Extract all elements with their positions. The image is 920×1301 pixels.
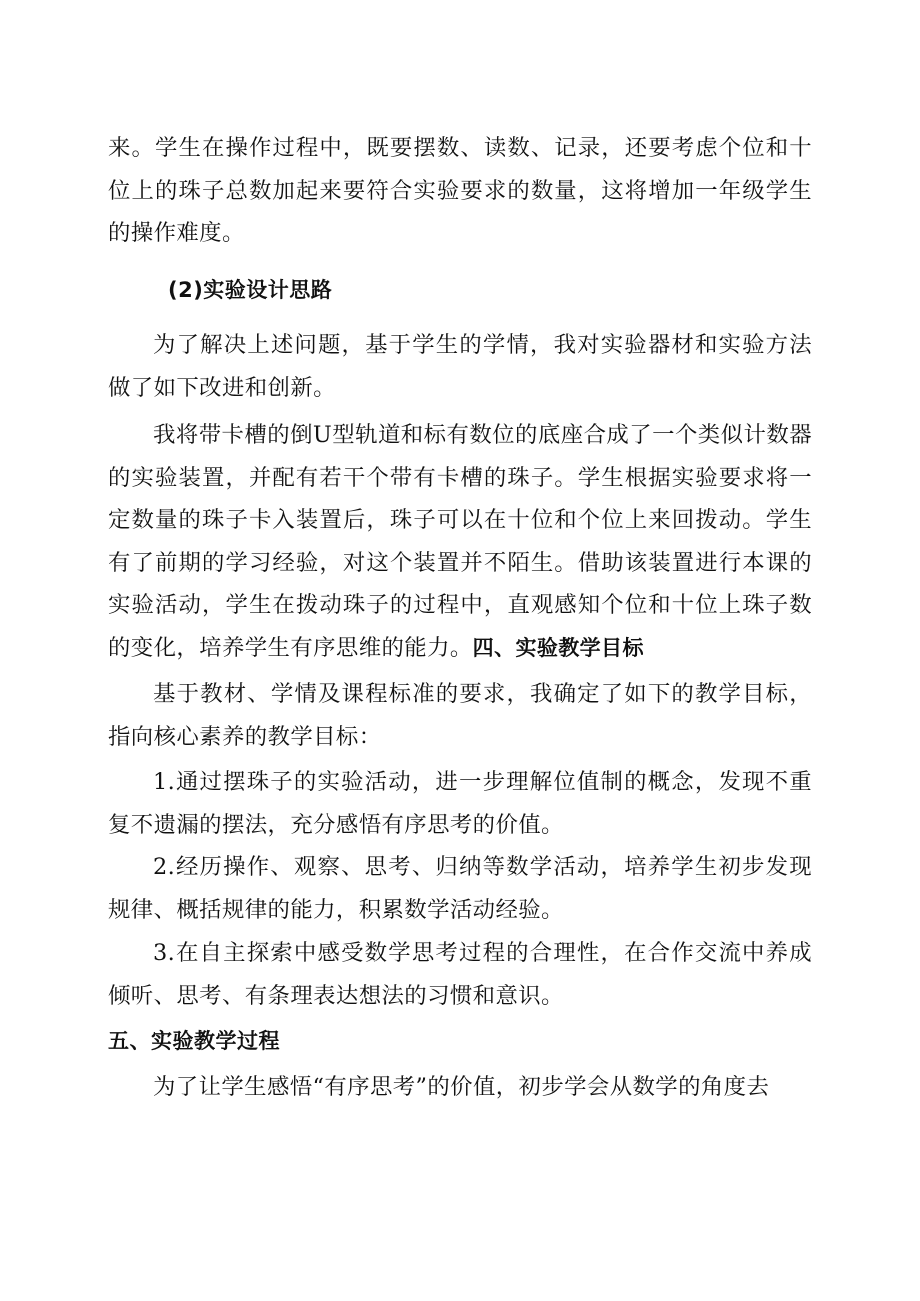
section-heading-objectives: 四、实验教学目标 <box>472 635 644 660</box>
paragraph-objectives-intro: 基于教材、学情及课程标准的要求，我确定了如下的教学目标，指向核心素养的教学目标： <box>108 681 812 750</box>
device-description-text: 我将带卡槽的倒U型轨道和标有数位的底座合成了一个类似计数器的实验装置，并配有若干个带有卡槽的珠子。学生根据实验要求将一定数量的珠子卡入装置后，珠子可以在十位和个位上来回拨动。学生有了前期的学习经验，对这个装置并不陌生。借助该装置进行本课的实验活动，学生在拨动珠子的过程中，直观感知个位和十位上珠子数的变化，培养学生有序思维的能力。 <box>108 422 812 661</box>
section-heading-design-idea: (2)实验设计思路 <box>168 278 333 302</box>
paragraph-process-intro: 为了让学生感悟“有序思考”的价值，初步学会从数学的角度去 <box>153 1074 770 1100</box>
paragraph-problem-solution: 为了解决上述问题，基于学生的学情，我对实验器材和实验方法做了如下改进和创新。 <box>108 332 812 401</box>
paragraph-device-description <box>108 414 812 669</box>
section-heading-process: 五、实验教学过程 <box>108 1029 280 1053</box>
objective-item-2: 2.经历操作、观察、思考、归纳等数学活动，培养学生初步发现规律、概括规律的能力，积累数学活动经验。 <box>108 854 812 923</box>
objective-item-1: 1.通过摆珠子的实验活动，进一步理解位值制的概念，发现不重复不遗漏的摆法，充分感悟有序思考的价值。 <box>108 769 812 838</box>
objective-item-3: 3.在自主探索中感受数学思考过程的合理性，在合作交流中养成倾听、思考、有条理表达想法的习惯和意识。 <box>108 940 812 1009</box>
paragraph-continuation: 来。学生在操作过程中，既要摆数、读数、记录，还要考虑个位和十位上的珠子总数加起来要符合实验要求的数量，这将增加一年级学生的操作难度。 <box>108 135 812 246</box>
